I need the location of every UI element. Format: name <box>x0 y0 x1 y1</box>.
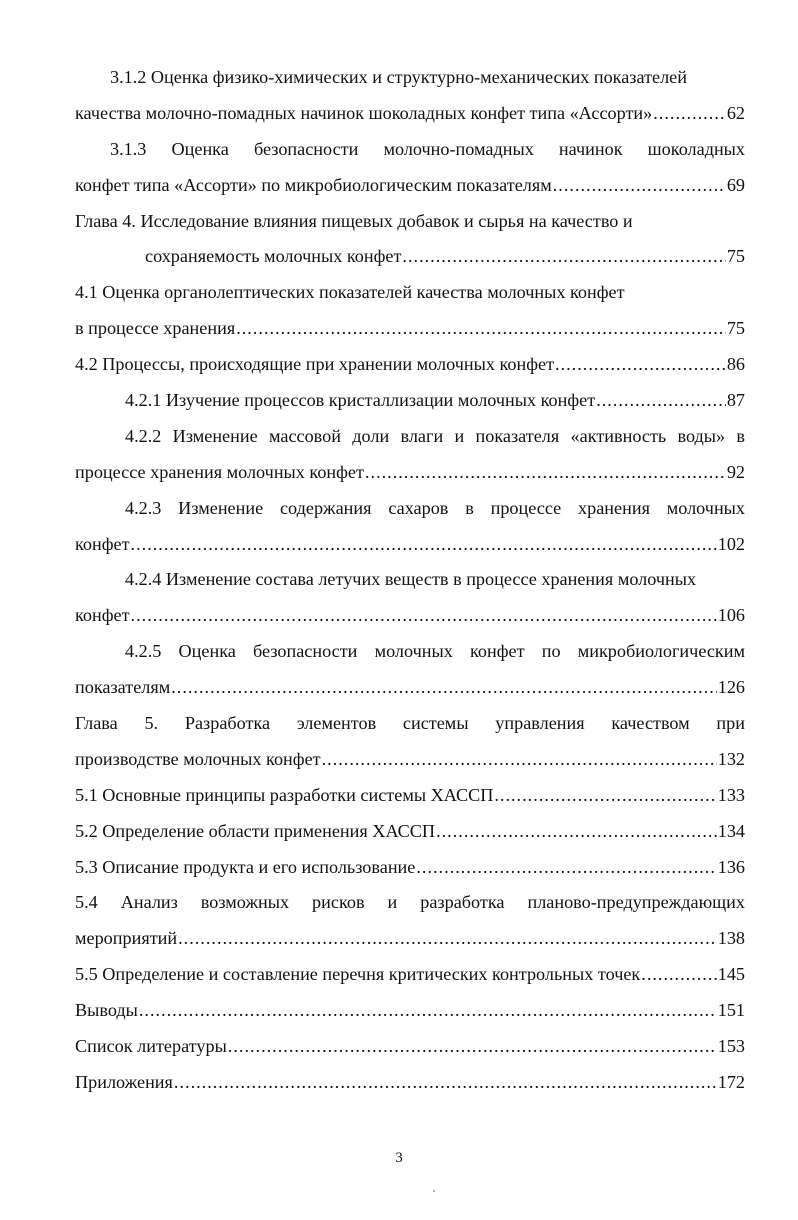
toc-entry-text: Выводы <box>75 1000 138 1021</box>
scan-speck <box>433 1190 435 1192</box>
toc-entry-4-1-line-2 <box>75 311 745 347</box>
toc-entry-text: производстве молочных конфет <box>75 748 321 769</box>
dot-leader <box>131 598 717 634</box>
toc-entry-5-2 <box>75 814 745 850</box>
toc-entry-4-2-3-line-2 <box>75 527 745 563</box>
toc-entry-text: 4.2.1 Изучение процессов кристаллизации молочных конфет <box>125 390 596 411</box>
toc-entry-text: 5.5 Определение и составление перечня критических контрольных точек <box>75 964 641 985</box>
toc-entry-4-2-4-line-1: 4.2.4 Изменение состава летучих веществ в процессе хранения молочных <box>125 569 697 590</box>
dot-leader <box>416 850 716 886</box>
toc-entry-text: конфет <box>75 533 130 554</box>
toc-entry-5-4-line-1: 5.4 Анализ возможных рисков и разработка планово-предупреждающих <box>75 892 745 913</box>
toc-page-number: 69 <box>726 174 745 195</box>
toc-page-number: 151 <box>717 1000 745 1021</box>
toc-entry-text: процессе хранения молочных конфет <box>75 461 364 482</box>
toc-page-number: 138 <box>717 928 745 949</box>
toc-chapter-5-line-1: Глава 5. Разработка элементов системы управления качеством при <box>75 713 745 734</box>
toc-entry-5-5 <box>75 957 745 993</box>
toc-entry-text: мероприятий <box>75 928 178 949</box>
toc-entry-text: 5.1 Основные принципы разработки системы ХАССП <box>75 784 494 805</box>
toc-page-number: 75 <box>726 246 745 267</box>
toc-entry-4-2-5-line-2 <box>75 670 745 706</box>
toc-entry-4-2-2-line-1: 4.2.2 Изменение массовой доли влаги и показателя «активность воды» в <box>125 425 745 446</box>
toc-page-number: 87 <box>726 390 745 411</box>
dot-leader <box>365 455 726 491</box>
dot-leader <box>555 347 726 383</box>
toc-entry-appendices <box>75 1065 745 1101</box>
toc-entry-text: в процессе хранения <box>75 318 236 339</box>
page-number: 3 <box>395 1150 403 1166</box>
toc-entry-text: 5.3 Описание продукта и его использование <box>75 856 416 877</box>
toc-entry-text: 5.2 Определение области применения ХАССП <box>75 820 436 841</box>
toc-page-number: 136 <box>717 856 745 877</box>
dot-leader <box>653 96 726 132</box>
toc-page-number: 172 <box>717 1071 745 1092</box>
toc-entry-5-4-line-2 <box>75 921 745 957</box>
toc-entry-references <box>75 1029 745 1065</box>
toc-entry-text: Список литературы <box>75 1036 227 1057</box>
toc-entry-text: показателям <box>75 677 171 698</box>
toc-entry-3-1-3-line-2 <box>75 168 745 204</box>
toc-chapter-4-line-1: Глава 4. Исследование влияния пищевых добавок и сырья на качество и <box>75 210 633 231</box>
toc-page-number: 62 <box>726 102 745 123</box>
toc-entry-5-3 <box>75 850 745 886</box>
toc-entry-text: Приложения <box>75 1071 173 1092</box>
toc-page-number: 75 <box>726 318 745 339</box>
toc-entry-conclusions <box>75 993 745 1029</box>
toc-page-number: 92 <box>726 461 745 482</box>
dot-leader <box>553 168 726 204</box>
dot-leader <box>436 814 717 850</box>
toc-page-number: 133 <box>717 784 745 805</box>
dot-leader <box>228 1029 717 1065</box>
toc-page-number: 106 <box>717 605 745 626</box>
dot-leader <box>178 921 717 957</box>
toc-entry-3-1-2-line-1: 3.1.2 Оценка физико-химических и структурно-механических показателей <box>110 67 687 87</box>
toc-entry-3-1-3-line-1: 3.1.3 Оценка безопасности молочно-помадных начинок шоколадных <box>110 138 745 159</box>
toc-page-number: 102 <box>717 533 745 554</box>
dot-leader <box>171 670 717 706</box>
toc-entry-5-1 <box>75 778 745 814</box>
dot-leader <box>131 527 717 563</box>
toc-page-number: 132 <box>717 748 745 769</box>
toc-entry-text: сохраняемость молочных конфет <box>145 246 402 267</box>
toc-chapter-5-line-2 <box>75 742 745 778</box>
toc-entry-4-2 <box>75 347 745 383</box>
toc-entry-text: 4.2 Процессы, происходящие при хранении молочных конфет <box>75 354 555 375</box>
toc-page-number: 153 <box>717 1036 745 1057</box>
toc-entry-3-1-2-line-2 <box>75 96 745 132</box>
toc-entry-4-1-line-1: 4.1 Оценка органолептических показателей качества молочных конфет <box>75 282 625 303</box>
toc-entry-4-2-4-line-2 <box>75 598 745 634</box>
dot-leader <box>494 778 716 814</box>
toc-entry-text: качества молочно-помадных начинок шоколадных конфет типа «Ассорти» <box>75 102 653 123</box>
dot-leader <box>139 993 717 1029</box>
dot-leader <box>322 742 717 778</box>
toc-page-number: 134 <box>717 820 745 841</box>
toc-entry-text: конфет <box>75 605 130 626</box>
toc-entry-4-2-2-line-2 <box>75 455 745 491</box>
toc-page-number: 86 <box>726 354 745 375</box>
table-of-contents <box>75 60 745 1101</box>
toc-page-number: 145 <box>717 964 745 985</box>
toc-page-number: 126 <box>717 677 745 698</box>
dot-leader <box>174 1065 717 1101</box>
toc-entry-4-2-5-line-1: 4.2.5 Оценка безопасности молочных конфет по микробиологическим <box>125 641 745 662</box>
dot-leader <box>236 311 726 347</box>
toc-entry-4-2-1 <box>75 383 745 419</box>
toc-entry-text: конфет типа «Ассорти» по микробиологическим показателям <box>75 174 552 195</box>
dot-leader <box>641 957 716 993</box>
dot-leader <box>596 383 726 419</box>
dot-leader <box>402 239 725 275</box>
toc-chapter-4-line-2 <box>75 239 745 275</box>
toc-entry-4-2-3-line-1: 4.2.3 Изменение содержания сахаров в процессе хранения молочных <box>125 497 745 518</box>
